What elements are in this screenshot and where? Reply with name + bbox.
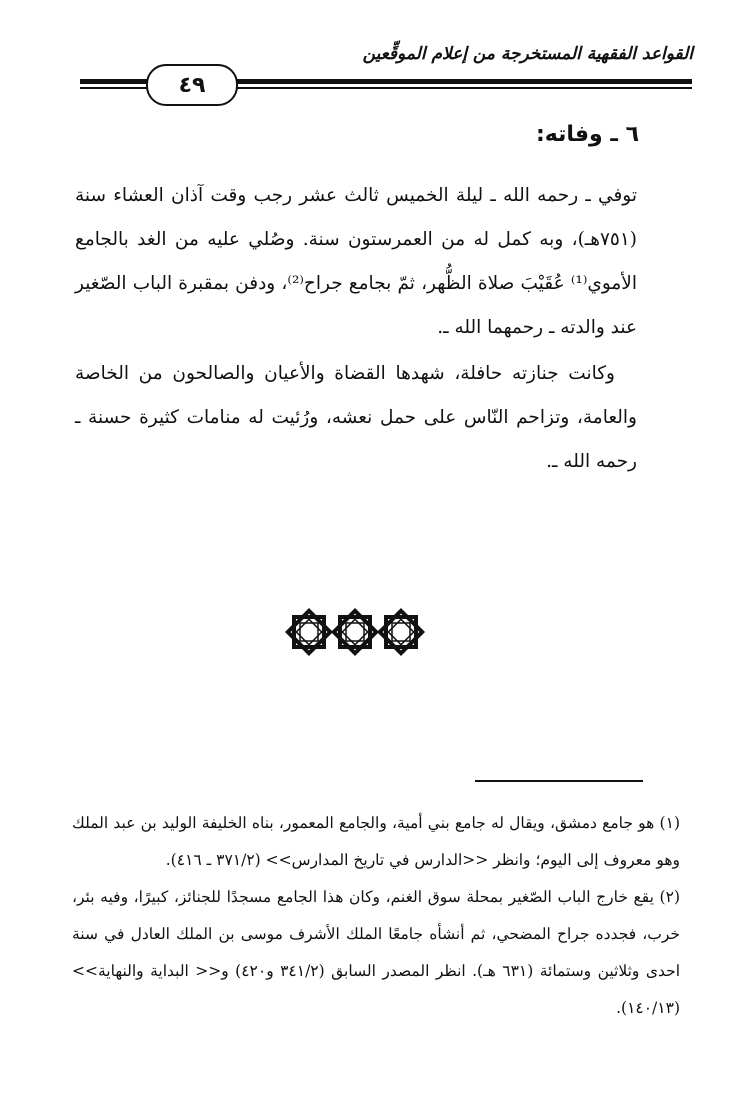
footnote-text: (١) هو جامع دمشق، ويقال له جامع بني أمية، والجامع المعمور، بناه الخليفة الوليد بن عبد الملك وهو معروف إلى اليوم؛ وانظر <<الدارس في تاريخ المدارس>> (٣٧١/٢ ـ ٤١٦). xyxy=(72,814,680,869)
ornament-star-icon xyxy=(380,611,422,653)
footnote-text: (٢) يقع خارج الباب الصّغير بمحلة سوق الغنم، وكان هذا الجامع مسجدًا للجنائز، كبيرًا، وفيه بئر، خرب، فجدده جراح المضحي، ثم أنشأه جامعًا الملك الأشرف موسى بن الملك العادل في سنة احدى وثلاثين وستمائة (٦٣١ هـ). انظر المصدر السابق (٣٤١/٢ و٤٢٠) و<< البداية والنهاية>> (١٤٠/١٣). xyxy=(72,888,680,1017)
ornament-star-icon xyxy=(288,611,330,653)
decorative-ornament-icon xyxy=(285,605,425,659)
page-number-frame xyxy=(146,64,238,106)
page-number: ٤٩ xyxy=(178,72,206,98)
running-title: القواعد الفقهية المستخرجة من إعلام الموقِّعين xyxy=(362,44,693,64)
footnote-2 xyxy=(72,879,680,1027)
ornament-star-icon xyxy=(334,611,376,653)
paragraph-text: وكانت جنازته حافلة، شهدها القضاة والأعيان والصالحون من الخاصة والعامة، وتزاحم النّاس على حمل نعشه، ورُئيت له منامات كثيرة حسنة ـ رحمه الله ـ. xyxy=(75,363,637,472)
section-heading: ٦ ـ وفاته: xyxy=(535,122,639,147)
footnote-separator xyxy=(475,780,643,782)
paragraph-text: توفي ـ رحمه الله ـ ليلة الخميس ثالث عشر رجب وقت آذان العشاء سنة (٧٥١هـ)، وبه كمل له من العمرستون سنة. وصُلي عليه من الغد بالجامع الأموي⁽¹⁾ عُقَيْبَ صلاة الظُّهر، ثمّ بجامع جراح⁽²⁾، ودفن بمقبرة الباب الصّغير عند والدته ـ رحمهما الله ـ. xyxy=(75,185,637,338)
body-paragraph-1 xyxy=(75,174,637,350)
footnote-1 xyxy=(72,805,680,879)
body-paragraph-2 xyxy=(75,352,637,484)
